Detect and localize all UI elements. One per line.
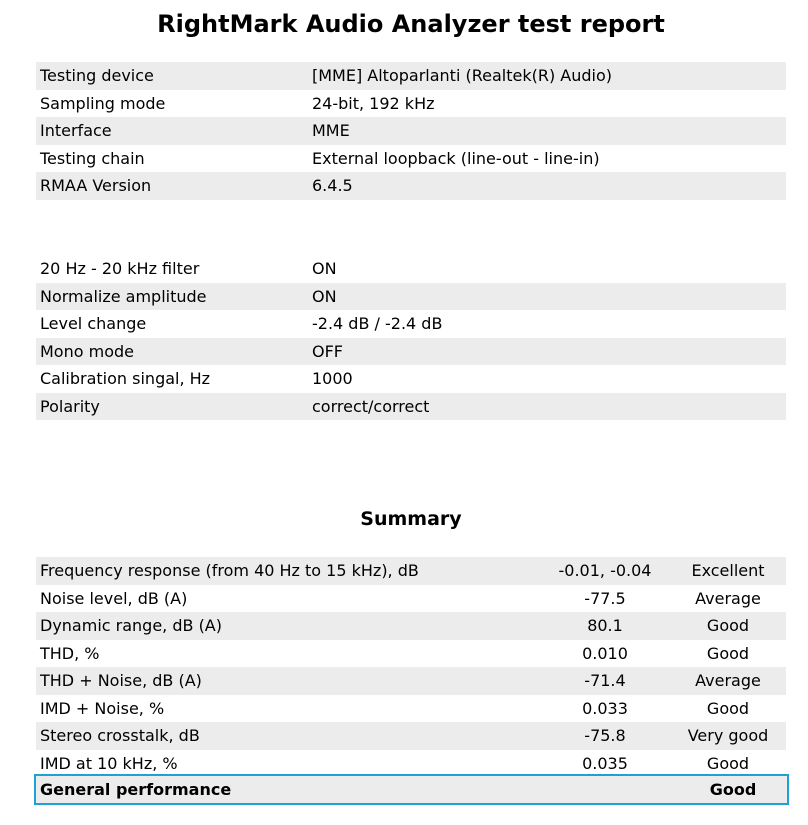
table-row — [36, 338, 786, 366]
row-label: Mono mode — [36, 338, 308, 366]
row-label: Polarity — [36, 393, 308, 421]
row-label: Level change — [40, 314, 147, 333]
row-value: ON — [312, 259, 337, 278]
general-performance-row — [34, 774, 789, 805]
row-value: -75.8 — [540, 722, 670, 750]
row-value: [MME] Altoparlanti (Realtek(R) Audio) — [308, 62, 786, 90]
row-rating: Good — [706, 643, 750, 663]
row-rating: Average — [695, 588, 761, 608]
row-rating: Very good — [670, 722, 786, 750]
row-label: Noise level, dB (A) — [40, 588, 188, 608]
table-row — [36, 145, 786, 173]
row-value: 0.010 — [582, 643, 628, 663]
row-label: Frequency response (from 40 Hz to 15 kHz), dB — [36, 557, 540, 585]
table-row — [36, 640, 786, 668]
row-label: Stereo crosstalk, dB — [36, 722, 540, 750]
table-row — [36, 722, 786, 750]
row-value: 0.033 — [582, 698, 628, 718]
table-row — [36, 585, 786, 613]
general-performance-rating: Good — [709, 780, 757, 799]
row-label: Normalize amplitude — [36, 283, 308, 311]
table-row — [36, 172, 786, 200]
row-label: IMD + Noise, % — [40, 698, 165, 718]
row-rating: Excellent — [670, 557, 786, 585]
row-label: THD + Noise, dB (A) — [36, 667, 540, 695]
row-label: Interface — [36, 117, 308, 145]
row-label: 20 Hz - 20 kHz filter — [40, 259, 200, 278]
table-row — [36, 283, 786, 311]
row-label: Testing device — [36, 62, 308, 90]
row-value: -2.4 dB / -2.4 dB — [312, 314, 443, 333]
table-row — [36, 750, 786, 778]
row-label: Dynamic range, dB (A) — [36, 612, 540, 640]
table-row — [36, 365, 786, 393]
row-value: 6.4.5 — [308, 172, 786, 200]
table-row — [36, 612, 786, 640]
row-value: -71.4 — [540, 667, 670, 695]
table-row — [36, 557, 786, 585]
table-row — [36, 393, 786, 421]
table-row — [36, 310, 786, 338]
general-performance-label: General performance — [40, 780, 232, 799]
row-rating: Good — [706, 698, 750, 718]
row-value: ON — [308, 283, 786, 311]
row-rating: Good — [670, 612, 786, 640]
row-label: Sampling mode — [40, 93, 166, 113]
page-title: RightMark Audio Analyzer test report — [157, 10, 665, 38]
row-rating: Good — [706, 753, 750, 773]
row-label: Calibration singal, Hz — [40, 369, 211, 388]
row-label: Testing chain — [40, 148, 145, 168]
row-value: 80.1 — [540, 612, 670, 640]
row-value: External loopback (line-out - line-in) — [312, 148, 600, 168]
table-row — [36, 255, 786, 283]
table-row — [36, 117, 786, 145]
table-row — [36, 695, 786, 723]
row-value: 24-bit, 192 kHz — [312, 93, 435, 113]
row-rating: Average — [670, 667, 786, 695]
row-value: -77.5 — [584, 588, 626, 608]
row-label: IMD at 10 kHz, % — [40, 753, 178, 773]
row-label: RMAA Version — [36, 172, 308, 200]
row-value: -0.01, -0.04 — [540, 557, 670, 585]
settings-table — [36, 255, 786, 420]
device-info-table — [36, 62, 786, 200]
table-row — [36, 62, 786, 90]
row-label: THD, % — [40, 643, 100, 663]
table-row — [36, 90, 786, 118]
row-value: correct/correct — [308, 393, 786, 421]
table-row — [36, 667, 786, 695]
row-value: MME — [308, 117, 786, 145]
row-value: 1000 — [312, 369, 353, 388]
row-value: 0.035 — [582, 753, 628, 773]
summary-table — [36, 557, 786, 777]
row-value: OFF — [308, 338, 786, 366]
summary-heading: Summary — [360, 508, 462, 530]
